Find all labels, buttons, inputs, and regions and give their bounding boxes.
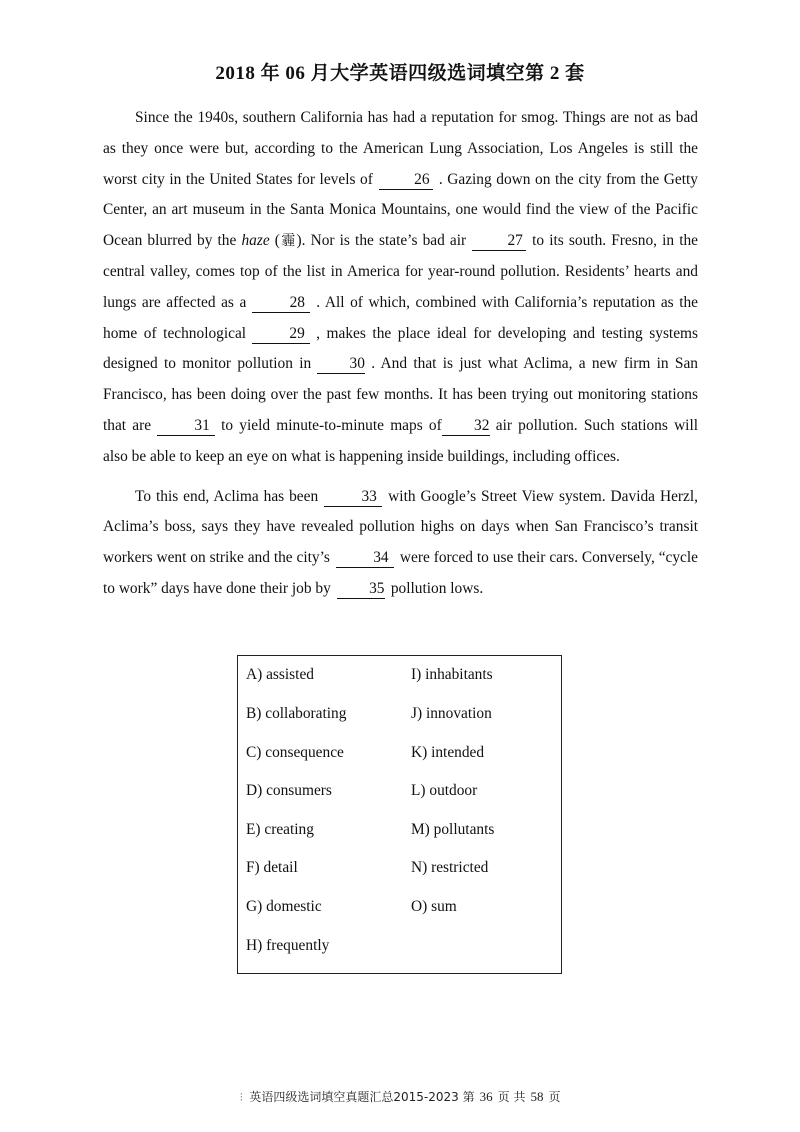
- option-d: D) consumers: [246, 782, 332, 799]
- option-e: E) creating: [246, 821, 314, 838]
- passage-text: were forced to use their cars. Conversely, “cycle to work” days have done their job by: [103, 549, 698, 597]
- option-g: G) domestic: [246, 898, 322, 915]
- option-n: N) restricted: [411, 859, 489, 876]
- passage-text: air pollution. Such stations will also be able to keep an eye on what is happening inside buildings, including offices.: [103, 416, 699, 465]
- page-footer: [0, 1088, 800, 1105]
- haze-gloss: 霾: [279, 233, 297, 250]
- option-b: B) collaborating: [246, 705, 347, 722]
- footer-page-mid: 页 共: [497, 1090, 526, 1104]
- haze-gloss-open: (: [269, 232, 280, 250]
- option-o: O) sum: [411, 898, 457, 915]
- paragraph-2: [103, 482, 698, 605]
- passage-text: . And that is just what Aclima, a new firm in San Francisco, has been doing over the past few months. It has been trying out monitoring stations that are: [103, 355, 699, 434]
- option-l: L) outdoor: [411, 782, 478, 799]
- page-title: 2018 年 06 月大学英语四级选词填空第 2 套: [215, 63, 585, 84]
- passage-text: , makes the place ideal for developing and testing systems designed to monitor pollution in: [103, 324, 698, 373]
- blank-35: 35: [337, 579, 385, 599]
- blank-33: 33: [324, 487, 382, 507]
- passage-text: Since the 1940s, southern California has had a reputation for smog. Things are not as bad as they once were but, according to the American Lung Association, Los Angeles is still the worst city in the United States for levels of: [103, 109, 698, 188]
- blank-28: 28: [252, 293, 310, 313]
- haze-word: haze: [241, 232, 270, 250]
- passage-text: . Nor is the state’s bad air: [301, 232, 467, 250]
- passage-text: . All of which, combined with California’s reputation as the home of technological: [103, 293, 698, 342]
- passage: [103, 103, 698, 605]
- option-h: H) frequently: [246, 937, 330, 954]
- passage-text: To this end, Aclima has been: [135, 487, 319, 505]
- option-j: J) innovation: [411, 705, 492, 722]
- footer-page-pre: 第: [462, 1090, 475, 1104]
- footer-mark: ⁝: [239, 1090, 244, 1104]
- passage-text: to its south. Fresno, in the central valley, comes top of the list in America for year-round pollution. Residents’ hearts and lungs are affected as a: [103, 232, 699, 311]
- passage-text: to yield minute-to-minute maps of: [221, 416, 442, 434]
- footer-total-pages: 58: [530, 1089, 544, 1104]
- blank-26: 26: [379, 170, 433, 190]
- word-bank: [237, 655, 562, 974]
- blank-32: 32: [442, 416, 490, 436]
- blank-29: 29: [252, 324, 310, 344]
- blank-30: 30: [317, 354, 365, 374]
- passage-text: . Gazing down on the city from the Getty Center, an art museum in the Santa Monica Mountains, one would find the view of the Pacific Ocean blurred by the: [103, 170, 698, 250]
- blank-31: 31: [157, 416, 215, 436]
- option-a: A) assisted: [246, 666, 314, 683]
- footer-page-post: 页: [548, 1090, 561, 1104]
- option-f: F) detail: [246, 859, 298, 876]
- blank-27: 27: [472, 231, 526, 251]
- passage-text: with Google’s Street View system. Davida Herzl, Aclima’s boss, says they have revealed pollution highs on days when San Francisco’s transit workers went on strike and the city’s: [103, 487, 698, 567]
- footer-collection-title: 英语四级选词填空真题汇总2015-2023: [249, 1090, 459, 1104]
- option-c: C) consequence: [246, 744, 344, 761]
- option-k: K) intended: [411, 744, 485, 761]
- passage-text: pollution lows.: [390, 579, 484, 597]
- haze-gloss-close: ): [296, 232, 302, 250]
- footer-page-number: 36: [479, 1089, 493, 1104]
- blank-34: 34: [336, 548, 394, 568]
- option-i: I) inhabitants: [411, 666, 493, 683]
- paragraph-1: [103, 103, 698, 473]
- option-m: M) pollutants: [411, 821, 495, 838]
